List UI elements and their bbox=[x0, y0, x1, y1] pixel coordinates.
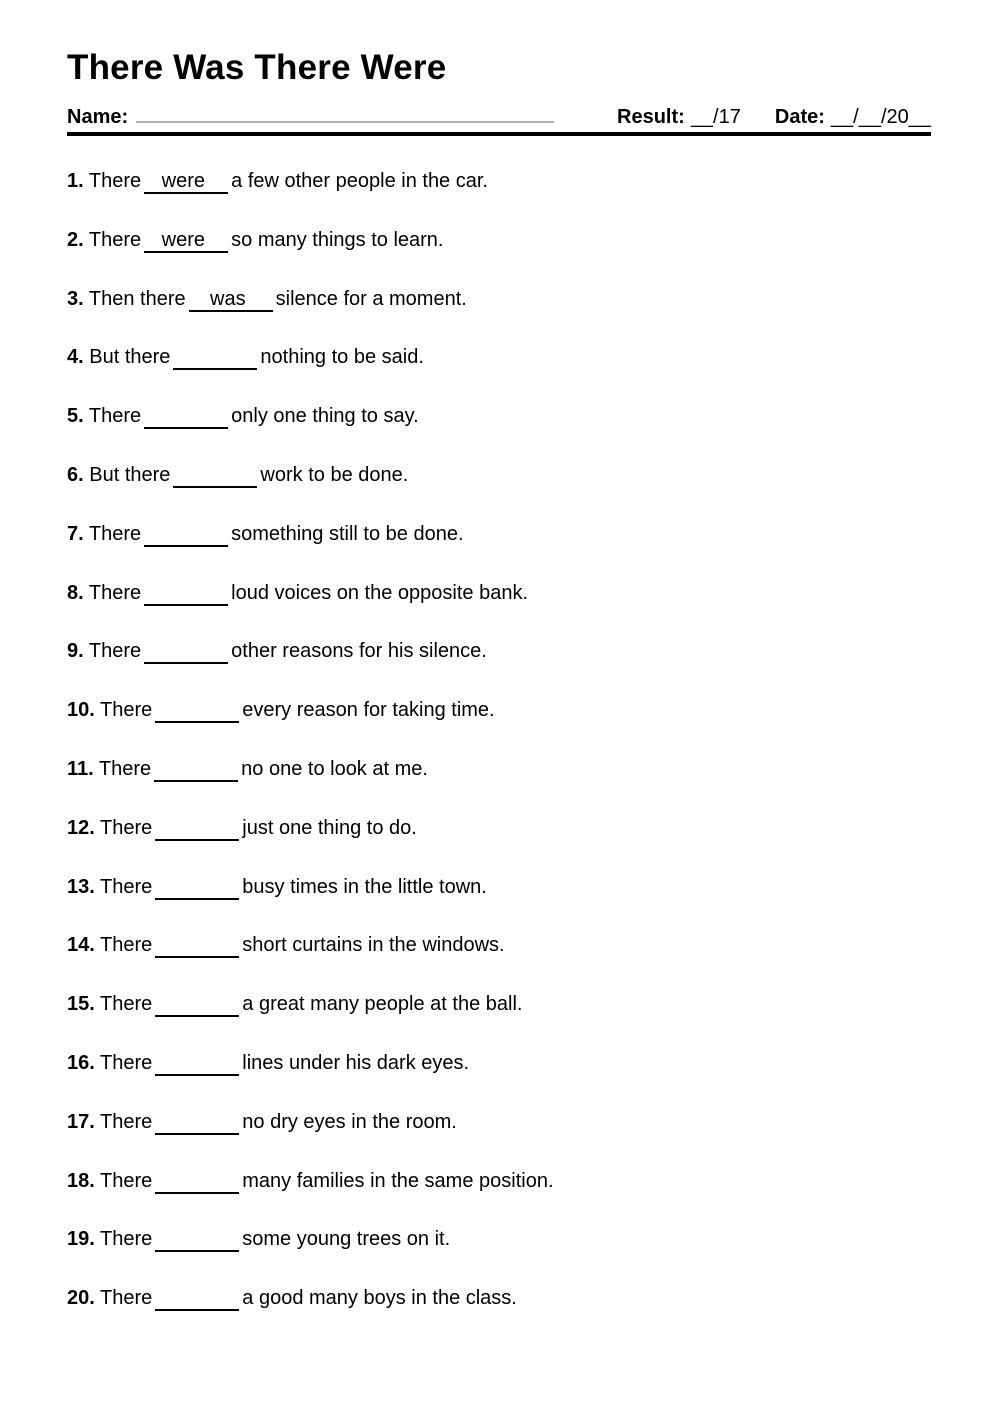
answer-blank bbox=[155, 876, 239, 900]
answer-blank bbox=[155, 1228, 239, 1252]
item-pre-text: There bbox=[100, 875, 153, 898]
item-post-text: every reason for taking time. bbox=[242, 699, 495, 722]
item-number: 18. bbox=[67, 1169, 95, 1192]
answer-blank bbox=[155, 817, 239, 841]
answer-blank: was bbox=[189, 288, 273, 312]
item-post-text: lines under his dark eyes. bbox=[242, 1051, 470, 1074]
item-number: 8. bbox=[67, 581, 84, 604]
exercise-item bbox=[67, 346, 970, 405]
item-post-text: something still to be done. bbox=[231, 522, 464, 545]
item-number: 2. bbox=[67, 228, 84, 251]
answer-blank bbox=[155, 1170, 239, 1194]
exercise-item bbox=[67, 1111, 970, 1170]
answer-blank bbox=[173, 464, 257, 488]
item-number: 6. bbox=[67, 463, 84, 486]
answer-blank bbox=[154, 758, 238, 782]
item-pre-text: There bbox=[100, 1110, 153, 1133]
answer-blank bbox=[144, 640, 228, 664]
answer-blank bbox=[144, 405, 228, 429]
answer-blank: were bbox=[144, 170, 228, 194]
exercise-item bbox=[67, 817, 970, 876]
item-number: 10. bbox=[67, 699, 95, 722]
item-post-text: work to be done. bbox=[260, 463, 409, 486]
item-pre-text: There bbox=[88, 522, 142, 545]
item-number: 11. bbox=[67, 757, 94, 780]
exercise-item bbox=[67, 170, 970, 229]
answer-blank bbox=[173, 346, 257, 370]
item-pre-text: There bbox=[100, 699, 153, 722]
item-pre-text: But there bbox=[89, 346, 171, 369]
item-number: 12. bbox=[67, 816, 95, 839]
item-post-text: so many things to learn. bbox=[231, 228, 444, 251]
item-post-text: short curtains in the windows. bbox=[242, 934, 505, 957]
item-number: 14. bbox=[67, 934, 95, 957]
item-pre-text: There bbox=[100, 1287, 153, 1310]
item-pre-text: There bbox=[100, 816, 153, 839]
item-number: 19. bbox=[67, 1228, 95, 1251]
item-number: 7. bbox=[67, 522, 84, 545]
item-post-text: no one to look at me. bbox=[241, 757, 428, 780]
header-meta-row bbox=[67, 103, 931, 129]
name-fill-line bbox=[136, 103, 554, 123]
item-number: 20. bbox=[67, 1287, 95, 1310]
item-number: 5. bbox=[67, 405, 84, 428]
exercise-item bbox=[67, 934, 970, 993]
item-post-text: some young trees on it. bbox=[242, 1228, 451, 1251]
item-pre-text: There bbox=[88, 228, 142, 251]
answer-blank bbox=[155, 699, 239, 723]
item-post-text: only one thing to say. bbox=[231, 405, 419, 428]
item-number: 17. bbox=[67, 1110, 95, 1133]
item-pre-text: There bbox=[100, 1051, 153, 1074]
item-post-text: just one thing to do. bbox=[242, 816, 417, 839]
header-divider bbox=[67, 132, 931, 136]
exercise-item bbox=[67, 464, 970, 523]
exercise-item bbox=[67, 876, 970, 935]
exercise-item bbox=[67, 699, 970, 758]
item-pre-text: Then there bbox=[88, 287, 186, 310]
page-title: There Was There Were bbox=[67, 48, 447, 87]
item-number: 13. bbox=[67, 875, 95, 898]
answer-blank bbox=[155, 934, 239, 958]
item-pre-text: There bbox=[100, 1228, 153, 1251]
item-post-text: other reasons for his silence. bbox=[231, 640, 487, 663]
item-pre-text: But there bbox=[89, 463, 171, 486]
item-number: 9. bbox=[67, 640, 84, 663]
item-post-text: no dry eyes in the room. bbox=[242, 1110, 457, 1133]
exercise-item bbox=[67, 1287, 970, 1346]
exercise-item bbox=[67, 582, 970, 641]
answer-blank bbox=[155, 1287, 239, 1311]
result-label: Result: bbox=[617, 106, 685, 128]
item-post-text: loud voices on the opposite bank. bbox=[231, 581, 529, 604]
answer-blank bbox=[155, 993, 239, 1017]
result-value: __/17 bbox=[690, 106, 741, 128]
exercise-item bbox=[67, 229, 970, 288]
item-number: 15. bbox=[67, 993, 95, 1016]
item-post-text: busy times in the little town. bbox=[242, 875, 487, 898]
item-pre-text: There bbox=[100, 993, 153, 1016]
exercise-item bbox=[67, 523, 970, 582]
answer-blank bbox=[155, 1111, 239, 1135]
item-post-text: a great many people at the ball. bbox=[242, 993, 523, 1016]
exercise-item bbox=[67, 1052, 970, 1111]
item-number: 1. bbox=[67, 170, 84, 192]
item-post-text: nothing to be said. bbox=[260, 346, 424, 369]
item-post-text: a few other people in the car. bbox=[231, 170, 488, 192]
item-pre-text: There bbox=[88, 640, 142, 663]
answer-blank: were bbox=[144, 229, 228, 253]
item-post-text: a good many boys in the class. bbox=[242, 1287, 517, 1310]
item-number: 16. bbox=[67, 1051, 95, 1074]
exercise-item bbox=[67, 758, 970, 817]
answer-blank bbox=[155, 1052, 239, 1076]
exercise-item bbox=[67, 405, 970, 464]
item-pre-text: There bbox=[100, 934, 153, 957]
exercise-item bbox=[67, 993, 970, 1052]
name-label: Name: bbox=[67, 106, 129, 128]
item-pre-text: There bbox=[88, 170, 142, 192]
exercise-item bbox=[67, 288, 970, 347]
exercise-item bbox=[67, 640, 970, 699]
item-pre-text: There bbox=[88, 405, 142, 428]
answer-blank bbox=[144, 523, 228, 547]
item-number: 4. bbox=[67, 346, 84, 369]
answer-blank bbox=[144, 582, 228, 606]
item-post-text: many families in the same position. bbox=[242, 1169, 554, 1192]
exercise-item bbox=[67, 1228, 970, 1287]
exercise-item bbox=[67, 1170, 970, 1229]
exercise-list bbox=[67, 170, 970, 1346]
item-post-text: silence for a moment. bbox=[275, 287, 467, 310]
item-pre-text: There bbox=[100, 1169, 153, 1192]
date-value: __/__/20__ bbox=[830, 106, 931, 128]
date-label: Date: bbox=[774, 106, 825, 128]
item-number: 3. bbox=[67, 287, 84, 310]
item-pre-text: There bbox=[98, 757, 152, 780]
item-pre-text: There bbox=[88, 581, 142, 604]
